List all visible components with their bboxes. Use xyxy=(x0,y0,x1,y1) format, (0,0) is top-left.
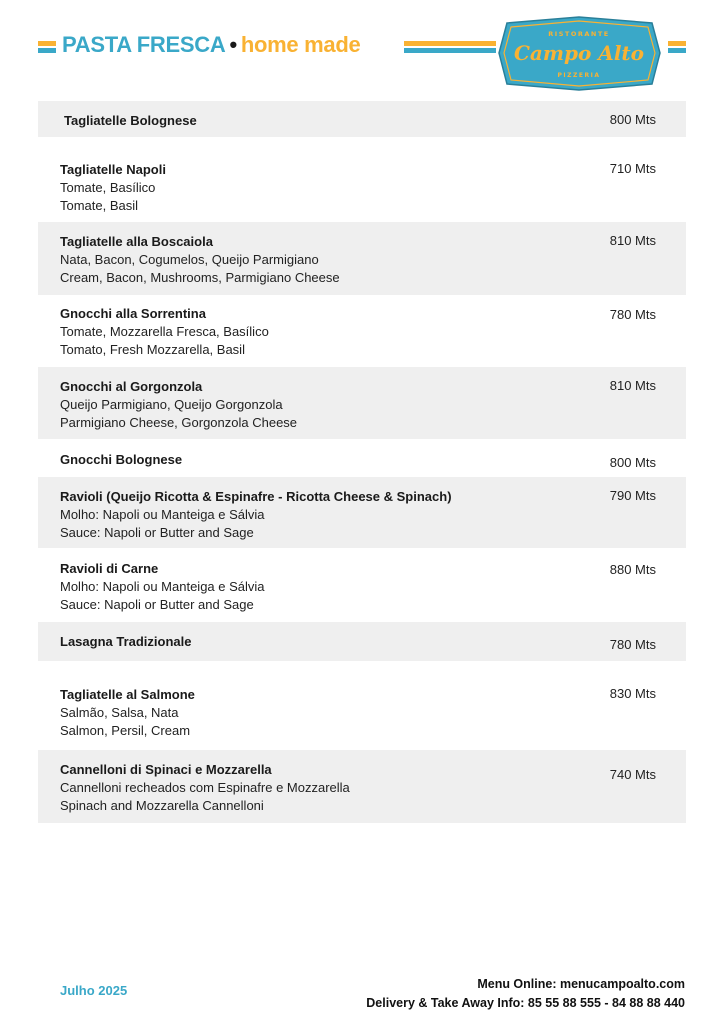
menu-item-name: Gnocchi Bolognese xyxy=(60,452,183,467)
decorative-stripes-right xyxy=(668,41,686,53)
menu-item xyxy=(38,222,686,295)
menu-item-name: Ravioli di Carne xyxy=(60,561,159,576)
menu-item xyxy=(38,661,686,750)
menu-item-description: Salmão, Salsa, Nata xyxy=(60,705,179,720)
menu-item-price: 710 Mts xyxy=(609,161,656,176)
page-header xyxy=(0,0,725,100)
menu-item-price: 780 Mts xyxy=(609,307,656,322)
section-title-sub: home made xyxy=(240,32,361,57)
menu-item-name: Gnocchi alla Sorrentina xyxy=(60,306,206,321)
menu-item-description: Sauce: Napoli or Butter and Sage xyxy=(60,525,254,540)
menu-item-price: 810 Mts xyxy=(609,378,656,393)
menu-item-description: Tomate, Mozzarella Fresca, Basílico xyxy=(60,324,269,339)
menu-item-name: Tagliatelle Napoli xyxy=(60,162,166,177)
menu-item-description: Tomate, Basílico xyxy=(60,180,156,195)
menu-item xyxy=(38,439,686,477)
menu-item-name: Tagliatelle alla Boscaiola xyxy=(60,234,213,249)
menu-item-name: Ravioli (Queijo Ricotta & Espinafre - Ricotta Cheese & Spinach) xyxy=(60,489,452,504)
menu-item xyxy=(38,622,686,661)
menu-item-price: 810 Mts xyxy=(609,233,656,248)
logo-brand: Campo Alto xyxy=(513,41,645,65)
menu-item-description: Queijo Parmigiano, Queijo Gorgonzola xyxy=(60,397,283,412)
menu-item-description: Sauce: Napoli or Butter and Sage xyxy=(60,597,254,612)
menu-item-description: Tomato, Fresh Mozzarella, Basil xyxy=(60,342,245,357)
menu-item-description: Nata, Bacon, Cogumelos, Queijo Parmigiano xyxy=(60,252,319,267)
decorative-stripes-middle xyxy=(404,41,496,53)
menu-item-description: Molho: Napoli ou Manteiga e Sálvia xyxy=(60,507,265,522)
section-title-main: PASTA FRESCA xyxy=(62,32,226,57)
menu-list xyxy=(38,101,686,823)
logo-badge-icon xyxy=(497,15,662,92)
menu-item-price: 740 Mts xyxy=(609,767,656,782)
menu-item-price: 880 Mts xyxy=(609,562,656,577)
menu-item-name: Cannelloni di Spinaci e Mozzarella xyxy=(60,762,272,777)
menu-item-name: Tagliatelle Bolognese xyxy=(64,113,197,128)
menu-online-link[interactable]: Menu Online: menucampoalto.com xyxy=(477,977,685,991)
title-separator: • xyxy=(229,32,237,57)
decorative-stripes-left xyxy=(38,41,56,53)
menu-item-price: 830 Mts xyxy=(609,686,656,701)
logo-bottom-text: PIZZERIA xyxy=(557,72,601,79)
menu-item-price: 800 Mts xyxy=(609,112,656,127)
menu-item-name: Lasagna Tradizionale xyxy=(60,634,192,649)
logo-top-text: RISTORANTE xyxy=(548,30,610,38)
menu-item xyxy=(38,295,686,367)
menu-item-description: Cannelloni recheados com Espinafre e Mozzarella xyxy=(60,780,350,795)
menu-item-description: Spinach and Mozzarella Cannelloni xyxy=(60,798,264,813)
footer-contact-info xyxy=(366,975,685,1013)
menu-date: Julho 2025 xyxy=(60,983,128,998)
menu-item-description: Parmigiano Cheese, Gorgonzola Cheese xyxy=(60,415,298,430)
menu-item xyxy=(38,477,686,548)
menu-item-description: Salmon, Persil, Cream xyxy=(60,723,191,738)
menu-item-price: 780 Mts xyxy=(609,637,656,652)
section-title xyxy=(62,32,360,58)
menu-item-description: Tomate, Basil xyxy=(60,198,139,213)
menu-item xyxy=(38,750,686,823)
menu-item xyxy=(38,137,686,222)
menu-item xyxy=(38,367,686,439)
menu-item xyxy=(38,101,686,137)
delivery-info: Delivery & Take Away Info: 85 55 88 555 - 84 88 88 440 xyxy=(366,996,685,1010)
menu-item-description: Cream, Bacon, Mushrooms, Parmigiano Cheese xyxy=(60,270,340,285)
menu-item-name: Gnocchi al Gorgonzola xyxy=(60,379,203,394)
menu-item-name: Tagliatelle al Salmone xyxy=(60,687,195,702)
menu-item-price: 800 Mts xyxy=(609,455,656,470)
menu-item-description: Molho: Napoli ou Manteiga e Sálvia xyxy=(60,579,265,594)
menu-item xyxy=(38,548,686,622)
restaurant-logo xyxy=(497,15,662,92)
menu-item-price: 790 Mts xyxy=(609,488,656,503)
